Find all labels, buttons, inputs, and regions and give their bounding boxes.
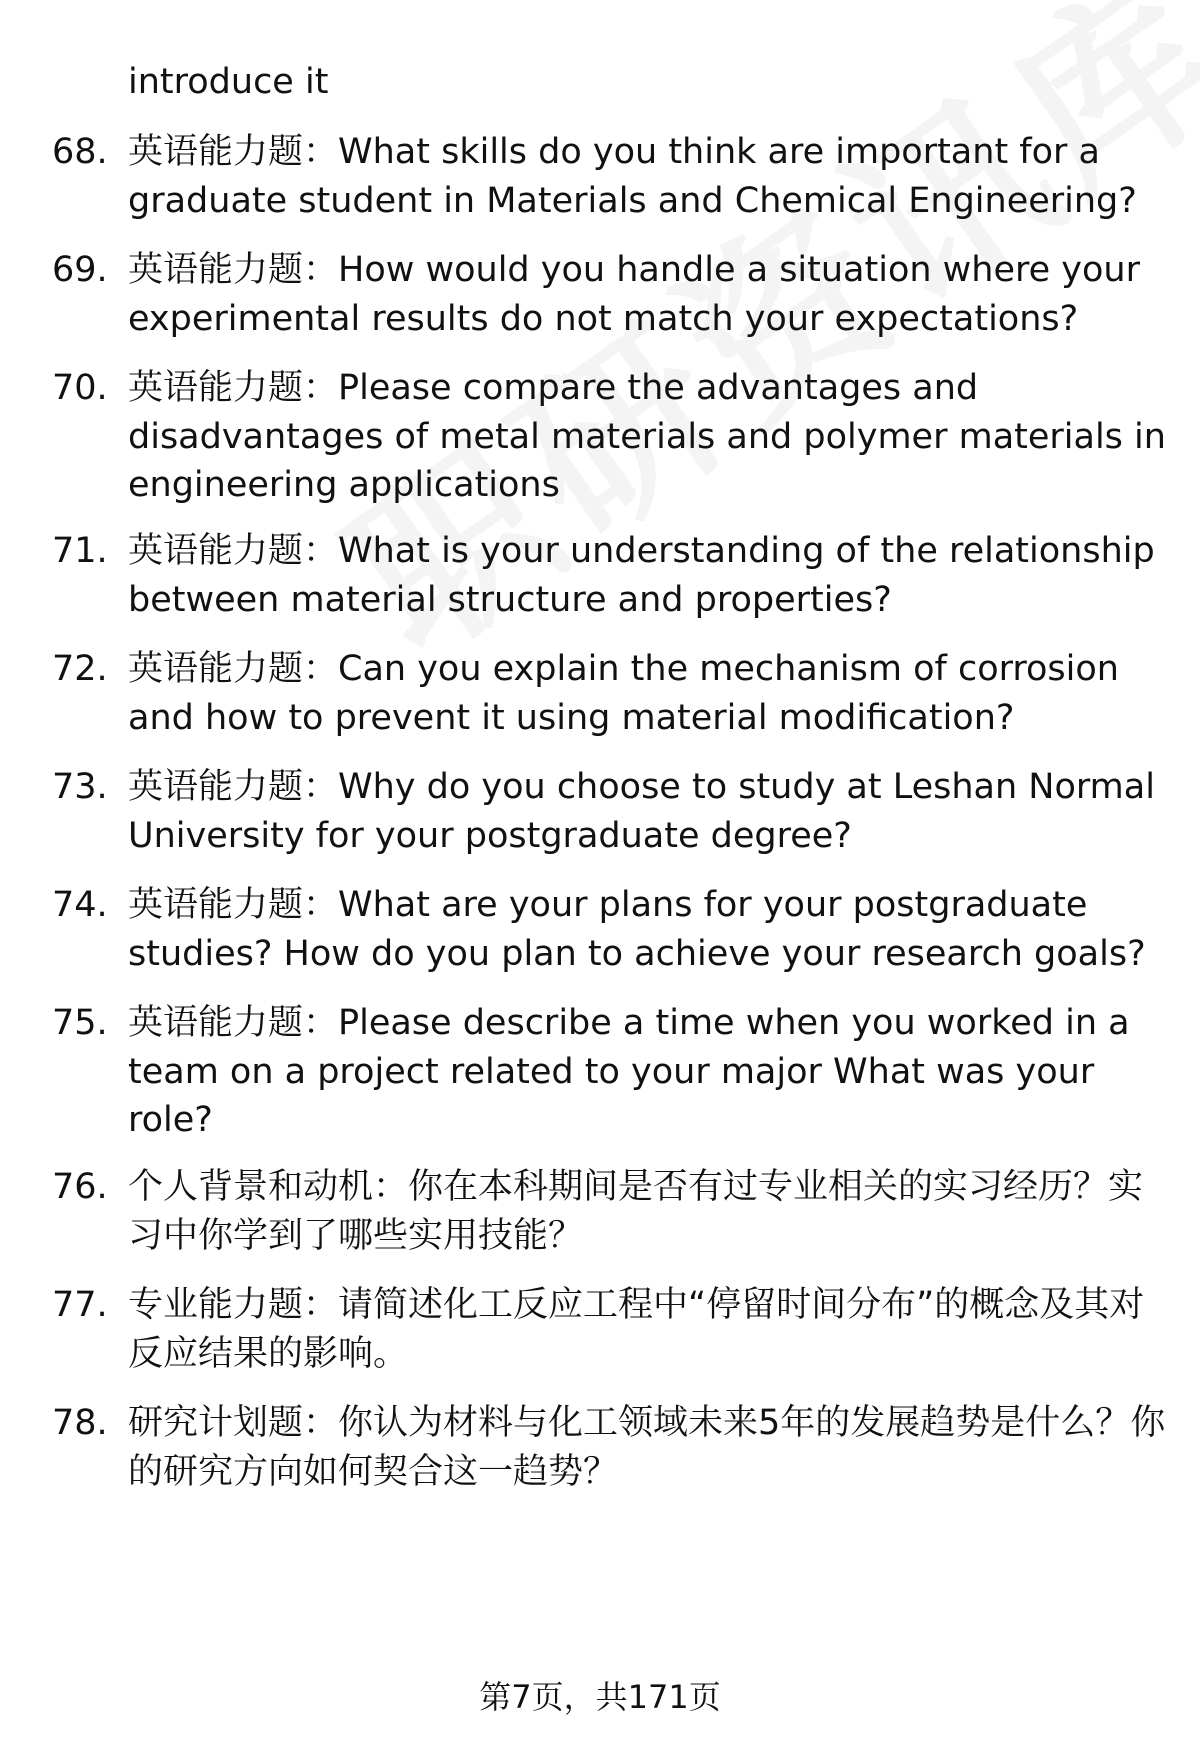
page-footer: 第7页，共171页 — [479, 1678, 721, 1716]
question-number: 69. — [52, 250, 108, 290]
question-text: 英语能力题：Please describe a time when you worked in a team on a project related to your major What was your role? — [128, 1003, 1130, 1140]
question-number: 73. — [52, 767, 108, 807]
question-text: 个人背景和动机：你在本科期间是否有过专业相关的实习经历？实习中你学到了哪些实用技能？ — [128, 1167, 1144, 1256]
question-number: 77. — [52, 1285, 108, 1325]
question-text: 英语能力题：What are your plans for your postgraduate studies? How do you plan to achieve your research goals? — [128, 885, 1146, 974]
question-text: 英语能力题：Please compare the advantages and disadvantages of metal materials and polymer materials in engineering applications — [128, 368, 1166, 505]
question-text: 英语能力题：What is your understanding of the relationship between material structure and properties? — [128, 531, 1155, 620]
continuation-text: introduce it — [128, 62, 329, 102]
question-number: 74. — [52, 885, 108, 925]
question-number: 71. — [52, 531, 108, 571]
question-number: 68. — [52, 132, 108, 172]
question-text: 专业能力题：请简述化工反应工程中“停留时间分布”的概念及其对反应结果的影响。 — [128, 1285, 1145, 1374]
question-number: 78. — [52, 1403, 108, 1443]
question-number: 70. — [52, 368, 108, 408]
question-number: 72. — [52, 649, 108, 689]
question-number: 75. — [52, 1003, 108, 1043]
question-text: 英语能力题：Why do you choose to study at Leshan Normal University for your postgraduate degree? — [128, 767, 1155, 856]
question-number: 76. — [52, 1167, 108, 1207]
question-text: 英语能力题：Can you explain the mechanism of corrosion and how to prevent it using material modification? — [128, 649, 1119, 738]
question-text: 研究计划题：你认为材料与化工领域未来5年的发展趋势是什么？你的研究方向如何契合这一趋势？ — [128, 1403, 1166, 1492]
question-text: 英语能力题：How would you handle a situation where your experimental results do not match your expectations? — [128, 250, 1140, 339]
question-text: 英语能力题：What skills do you think are important for a graduate student in Materials and Chemical Engineering? — [128, 132, 1137, 221]
